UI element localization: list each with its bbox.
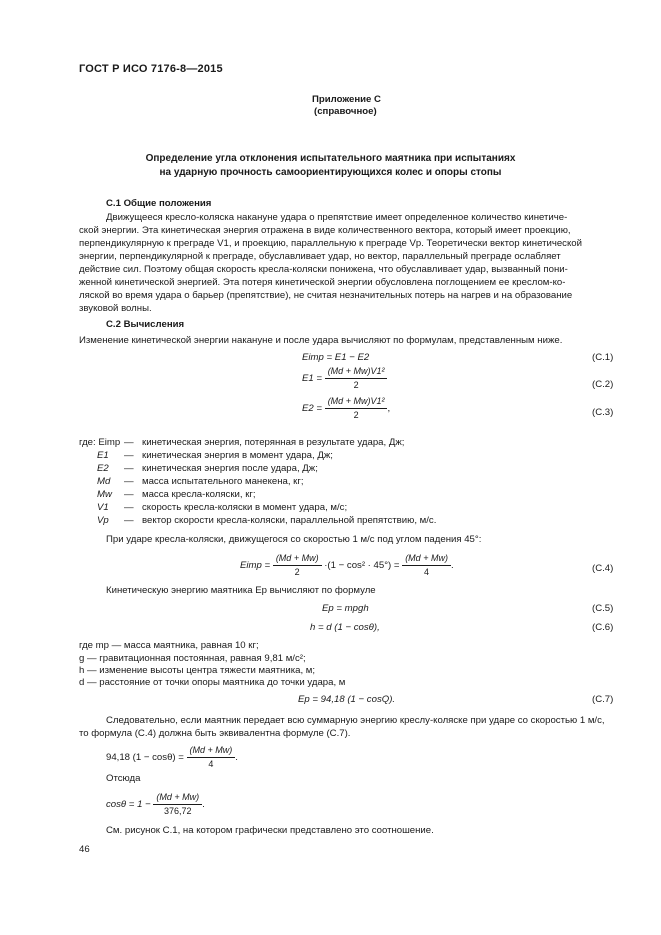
fraction-numerator: (Md + Mw) [153,792,202,805]
fraction [325,396,391,421]
definition-symbol: E1 [97,450,109,461]
fraction-numerator: (Md + Mw)V1² [325,366,388,379]
fraction [402,553,451,578]
appendix-title: Приложение С [312,94,381,105]
definition-symbol: E2 [97,463,109,474]
equation-number: (С.7) [592,694,614,705]
section1-line: действие сил. Поэтому общая скорость кресла-коляски понижена, что обуславливает удар, вызванный пони- [79,264,568,275]
definition-dash: — [124,476,134,487]
section2-intro: Изменение кинетической энергии накануне и после удара вычисляют по формулам, представленным ниже. [79,335,563,346]
definition-symbol: Vp [97,515,109,526]
section1-line: женной кинетической энергией. Эта потеря кинетической энергии обусловлена поглощением ее креслом-ко- [79,277,566,288]
fraction [325,366,388,391]
equation-lhs: Eimp = [240,560,271,572]
equation-number: (С.3) [592,407,614,418]
conclusion-line2: то формула (С.4) должна быть эквивалентна формуле (С.7). [79,728,351,739]
main-title-line1: Определение угла отклонения испытательного маятника при испытаниях [145,153,516,164]
equation-tail: , [387,403,391,415]
definition-symbol: Mw [97,489,112,500]
definition-text: кинетическая энергия, потерянная в результате удара, Дж; [142,437,405,448]
equation-middle: ·(1 − cos² · 45°) = [324,560,400,572]
equation-c4 [240,553,454,578]
definition-dash: — [124,489,134,500]
equation-lhs: E2 = [302,403,323,415]
cos-equation [106,792,205,817]
fraction-numerator: (Md + Mw) [187,745,236,758]
definition-dash: — [124,502,134,513]
impact-text: При ударе кресла-коляски, движущегося со скоростью 1 м/с под углом падения 45°: [106,534,482,545]
equation-tail: . [202,799,205,811]
final-text: См. рисунок С.1, на котором графически представлено это соотношение. [106,825,434,836]
definition-dash: — [124,437,134,448]
equation-tail: . [235,752,238,764]
definition-text: масса кресла-коляски, кг; [142,489,256,500]
definition-row [0,450,661,463]
conclusion-line1: Следовательно, если маятник передает всю суммарную энергию креслу-коляске при ударе со скоростью 1 м/с, [106,715,605,726]
definition-dash: — [124,450,134,461]
definition-row [0,476,661,489]
definition-text: кинетическая энергия после удара, Дж; [142,463,318,474]
equation-number: (С.1) [592,352,614,363]
variable-definition: g — гравитационная постоянная, равная 9,81 м/с²; [79,653,306,664]
fraction-numerator: (Md + Mw) [273,553,322,566]
equivalence-equation [106,745,238,770]
fraction-denominator: 2 [353,410,359,420]
equation-number: (С.5) [592,603,614,614]
equation-c5: Ep = mpgh [322,603,369,614]
variable-definition: d — расстояние от точки опоры маятника до точки удара, м [79,677,346,688]
fraction-denominator: 4 [208,759,214,769]
equation-c2 [302,366,387,391]
fraction-denominator: 376,72 [163,806,192,816]
definition-symbol: Md [97,476,111,487]
equation-number: (С.2) [592,379,614,390]
section1-line: ской энергии. Эта кинетическая энергия отражена в виде количественного вектора, который имеет проекцию, [79,225,571,236]
fraction-denominator: 2 [353,380,359,390]
equation-number: (С.4) [592,563,614,574]
fraction [153,792,202,817]
definition-text: вектор скорости кресла-коляски, параллельной препятствию, м/с. [142,515,437,526]
definition-row [0,437,661,450]
fraction-numerator: (Md + Mw)V1² [325,396,388,409]
definition-text: скорость кресла-коляски в момент удара, м/с; [142,502,348,513]
equation-lhs: cosθ = 1 − [106,799,151,811]
section1-line: Движущееся кресло-коляска накануне удара о препятствие имеет определенное количество кинетиче- [106,212,568,223]
equation-c3 [302,396,390,421]
fraction [187,745,236,770]
section1-line: перпендикулярную к преграде V1, и проекцию, параллельную к преграде Vp. Теоретически вектор кинетической [79,238,582,249]
definition-row [0,463,661,476]
hence-text: Отсюда [106,773,141,784]
section1-heading: С.1 Общие положения [106,198,212,209]
fraction-denominator: 2 [294,567,300,577]
section1-line: энергии, перпендикулярной к преграде, обуславливает удар, но вектор, параллельный преграде ослабляет [79,251,561,262]
definition-text: масса испытательного манекена, кг; [142,476,304,487]
fraction-numerator: (Md + Mw) [402,553,451,566]
equation-c6: h = d (1 − cosθ), [310,622,380,633]
equation-lhs: 94,18 (1 − cosθ) = [106,752,184,764]
definition-symbol: V1 [97,502,109,513]
page-number: 46 [79,844,90,855]
definition-symbol: где: Eimp [79,437,121,448]
variable-definition: где mp — масса маятника, равная 10 кг; [79,640,259,651]
pendulum-text: Кинетическую энергию маятника Ep вычисляют по формуле [106,585,376,596]
equation-c1: Eimp = E1 − E2 [302,352,370,363]
definition-row [0,502,661,515]
equation-lhs: E1 = [302,373,323,385]
fraction [273,553,322,578]
section1-line: ляской во время удара о барьер (препятствие), не считая незначительных потерь на нагрев и на образование [79,290,573,301]
definition-row [0,489,661,502]
variable-definition: h — изменение высоты центра тяжести маятника, м; [79,665,316,676]
appendix-subtitle: (справочное) [314,106,377,117]
equation-tail: . [450,560,454,572]
fraction-denominator: 4 [424,567,430,577]
main-title-line2: на ударную прочность самоориентирующихся колес и опоры стопы [159,167,502,178]
standard-header: ГОСТ Р ИСО 7176-8—2015 [79,63,223,75]
section1-line: звуковой волны. [79,303,152,314]
equation-number: (С.6) [592,622,614,633]
section2-heading: С.2 Вычисления [106,319,185,330]
definition-dash: — [124,515,134,526]
definition-text: кинетическая энергия в момент удара, Дж; [142,450,333,461]
definition-row [0,515,661,528]
equation-c7: Ep = 94,18 (1 − cosQ). [298,694,396,705]
definition-dash: — [124,463,134,474]
